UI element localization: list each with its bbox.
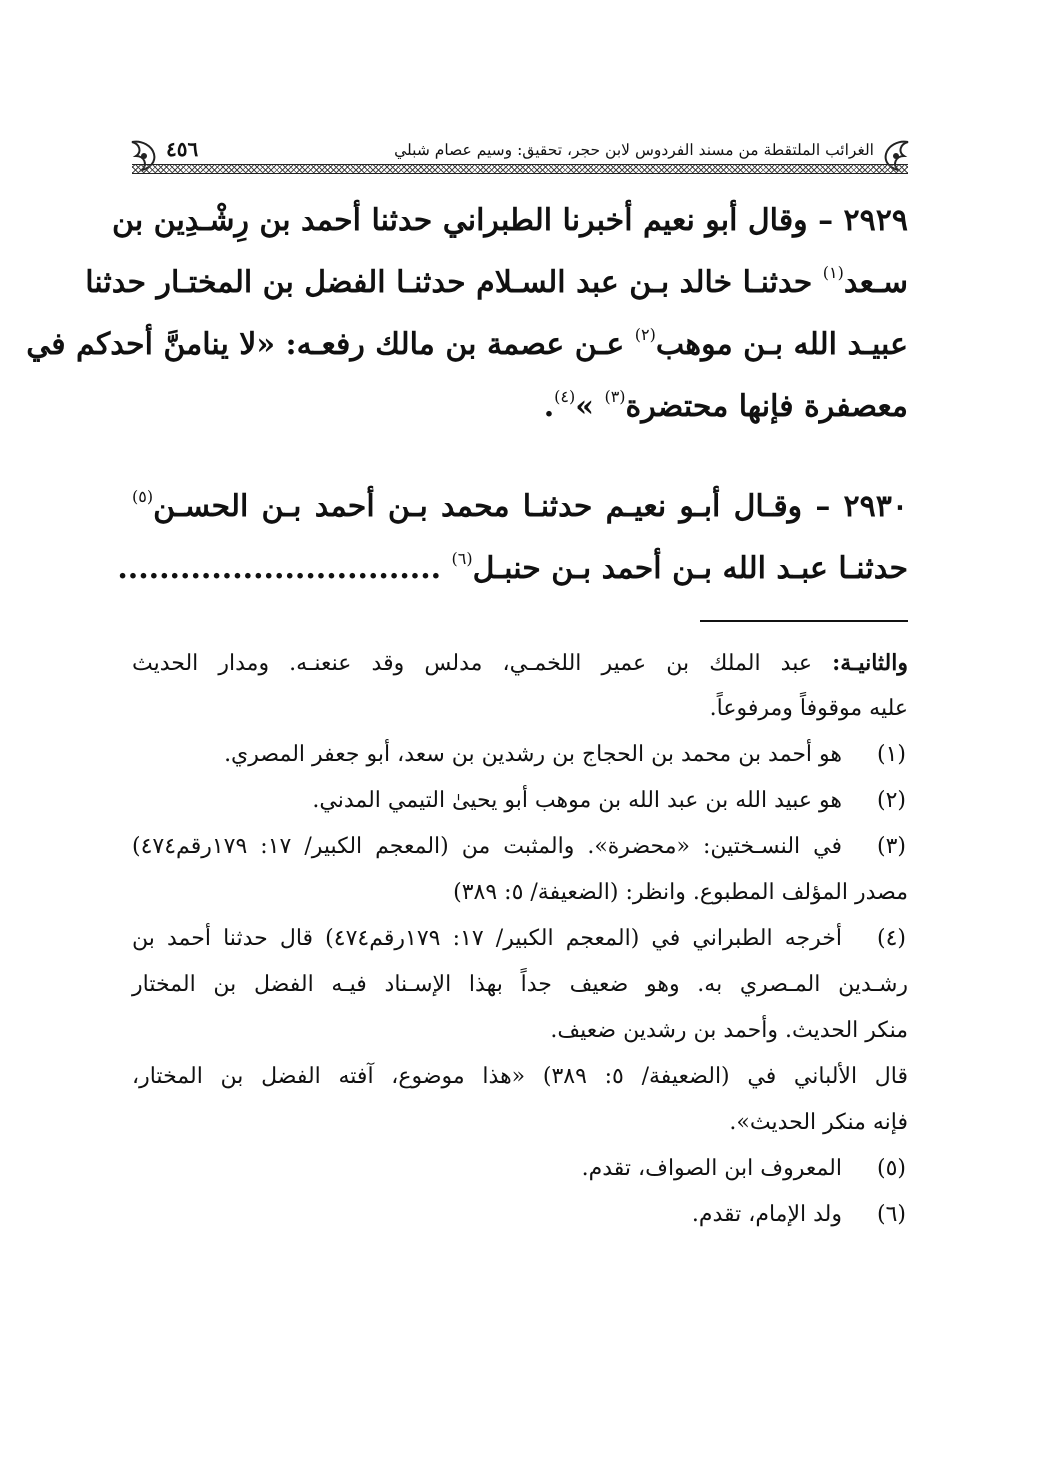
text-segment: حدثنـا عبـد الله بـن أحمد بـن حنبـل	[472, 551, 908, 586]
footnote-text: هو عبيد الله بن عبد الله بن موهب أبو يحيىٰ التيمي المدني.	[312, 788, 842, 813]
text-line	[117, 538, 908, 600]
header-title: الغرائب الملتقطة من مسند الفردوس لابن حجر، تحقيق: وسيم عصام شبلي	[394, 141, 874, 159]
footnote-4	[132, 916, 908, 962]
footnote-1	[132, 732, 908, 778]
running-header	[132, 118, 908, 182]
footnote-continuation	[132, 640, 908, 686]
footnote-text: هو أحمد بن محمد بن الحجاج بن رشدين بن سعد، أبو جعفر المصري.	[224, 742, 842, 767]
footnote-3	[132, 824, 908, 870]
text-segment: ٢٩٣٠ – وقـال أبـو نعيـم حدثنـا محمد بـن أحمد بـن الحسـن	[153, 489, 908, 524]
footnote-separator	[700, 620, 908, 622]
footnote-ref[interactable]: (٣)	[604, 387, 626, 406]
footnote-ref[interactable]: (٥)	[132, 487, 154, 506]
footnote-text: رشـدين المـصري به. وهو ضعيف جداً بهذا الإسـناد فيـه الفضل بن المختار	[132, 972, 908, 997]
footnote-text: منكر الحديث. وأحمد بن رشدين ضعيف.	[550, 1018, 908, 1043]
footnote-6	[132, 1192, 908, 1238]
footnote-number: (٥)	[876, 1156, 906, 1181]
footnote-lead: والثانيـة:	[832, 650, 908, 676]
footnote-ref[interactable]: (٤)	[554, 387, 576, 406]
text-segment: .	[543, 389, 555, 424]
text-segment: عـن عصمة بن مالك رفعـه: «	[256, 327, 635, 362]
footnote-text: في النسـختين: «محضرة». والمثبت من (المعجم الكبير/ ١٧: ١٧٩رقم٤٧٤)	[132, 834, 843, 859]
footnote-number: (١)	[876, 742, 906, 767]
footnote-text: أخرجه الطبراني في (المعجم الكبير/ ١٧: ١٧٩رقم٤٧٤) قال حدثنا أحمد بن	[132, 926, 842, 951]
text-segment: عبيـد الله بـن موهب	[655, 327, 908, 362]
text-line	[26, 314, 908, 376]
text-segment: سـعد	[843, 265, 908, 300]
page-number: ٤٥٦	[166, 137, 199, 161]
text-line	[132, 476, 908, 538]
text-line	[85, 252, 908, 314]
text-line: ٢٩٢٩ – وقال أبو نعيم أخبرنا الطبراني حدثنا أحمد بن رِشْـدِين بن	[111, 203, 908, 238]
footnote-text: فإنه منكر الحديث».	[729, 1110, 908, 1135]
footnote-2	[132, 778, 908, 824]
footnote-number: (٤)	[876, 926, 906, 951]
hadith-2930	[117, 476, 908, 600]
footnote-ref[interactable]: (٦)	[451, 549, 473, 568]
footnote-ref[interactable]: (٢)	[634, 325, 656, 344]
footnote-number: (٣)	[876, 834, 906, 859]
text-segment: »	[575, 389, 605, 424]
hadith-quote: معصفرة فإنها محتضرة	[625, 389, 908, 424]
footnote-5	[132, 1146, 908, 1192]
text-line	[132, 376, 908, 438]
main-text	[26, 190, 908, 600]
footnote-ref[interactable]: (١)	[822, 263, 844, 282]
text-segment: عبد الملك بن عمير اللخمـي، مدلس وقد عنعنـه. ومدار الحديث	[132, 651, 833, 676]
footnotes	[132, 640, 908, 1238]
footnote-text: مصدر المؤلف المطبوع. وانظر: (الضعيفة/ ٥: ٣٨٩)	[453, 880, 908, 905]
footnote-number: (٦)	[876, 1202, 906, 1227]
header-band	[132, 164, 908, 174]
footnote-continuation: عليه موقوفاً ومرفوعاً.	[709, 696, 908, 721]
footnote-text: قال الألباني في (الضعيفة/ ٥: ٣٨٩) «هذا موضوع، آفته الفضل بن المختار،	[132, 1064, 909, 1089]
footnote-text: ولد الإمام، تقدم.	[691, 1202, 842, 1227]
hadith-quote: لا ينامنَّ أحدكم في	[26, 327, 257, 362]
text-segment: حدثنـا خالد بـن عبد السـلام حدثنـا الفضل بن المختـار حدثنا	[85, 265, 823, 300]
footnote-text: المعروف ابن الصواف، تقدم.	[581, 1156, 842, 1181]
hadith-2929	[26, 190, 908, 438]
ellipsis-dots: ...............................	[117, 551, 452, 586]
footnote-number: (٢)	[876, 788, 906, 813]
